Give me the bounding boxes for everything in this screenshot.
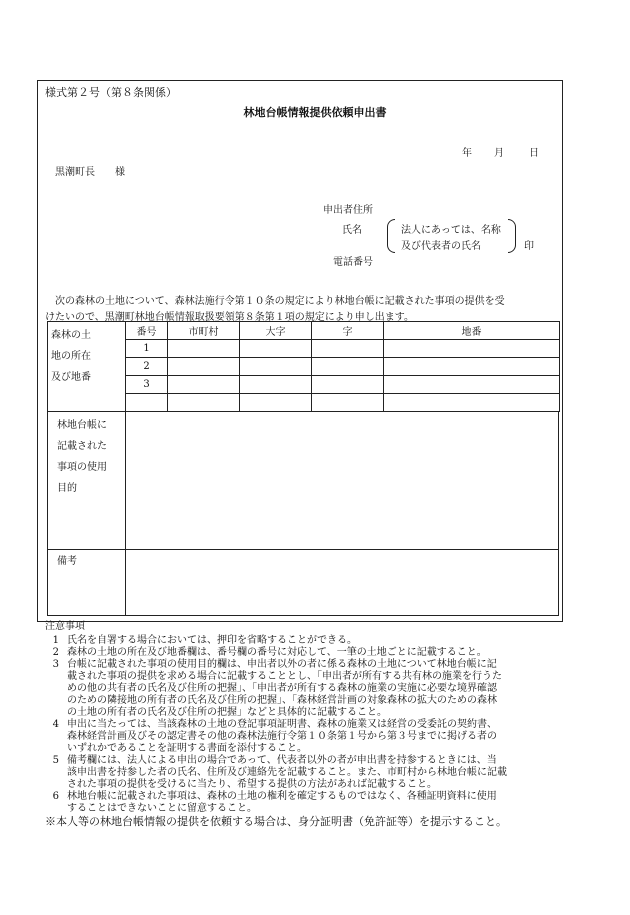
note-item	[45, 755, 565, 791]
note-line: いずれかであることを証明する書面を添付すること。	[67, 743, 307, 754]
notes-list	[45, 635, 565, 815]
note-line: のための隣接地の所有者の氏名及び住所の把握」、「森林経営計画の対象森林の拡大のための森林	[67, 695, 497, 706]
municipality-cell[interactable]	[168, 394, 240, 412]
note-line: 台帳に記載された事項の使用目的欄は、申出者以外の者に係る森林の土地について林地台帳に記	[67, 659, 497, 670]
note-line: 載された事項の提供を求める場合に記載することとし、「申出者が所有する共有林の施業を行うた	[67, 671, 502, 682]
note-item	[45, 635, 565, 647]
notes-section	[45, 621, 565, 828]
note-line: めの他の共有者の氏名及び住所の把握」、「申出者が所有する森林の施業の実施に必要な境界確認	[67, 683, 497, 694]
header-oaza: 大字	[240, 322, 312, 340]
note-text	[67, 659, 565, 719]
land-table	[47, 321, 560, 412]
table-row: 1	[48, 340, 560, 358]
header-aza: 字	[312, 322, 384, 340]
note-line: 森林経営計画及びその認定書その他の森林法施行令第１０条第１号から第３号までに掲げる者の	[67, 731, 497, 742]
lot-number-cell[interactable]	[384, 340, 560, 358]
note-line: の土地の所有者の氏名及び住所の把握」などと具体的に記載すること。	[67, 707, 387, 718]
remarks-label: 備考	[57, 556, 77, 567]
corp-note-1: 法人にあっては、名称	[401, 225, 501, 236]
oaza-cell[interactable]	[240, 358, 312, 376]
date-month: 月	[494, 148, 504, 159]
lot-number-cell[interactable]	[384, 376, 560, 394]
note-line: 氏名を自署する場合においては、押印を省略することができる。	[67, 635, 357, 646]
intro-line-1: 次の森林の土地について、森林法施行令第１０条の規定により林地台帳に記載された事項の提供を受	[55, 296, 505, 307]
date-day: 日	[529, 148, 539, 159]
note-line: 林地台帳に記載された事項は、森林の土地の権利を確定するものではなく、各種証明資料に使用	[67, 791, 497, 802]
address-label: 申出者住所	[323, 205, 373, 216]
table-row: 2	[48, 358, 560, 376]
note-number: 6	[52, 791, 59, 802]
corp-note-2: 及び代表者の氏名	[401, 241, 481, 252]
intro-line-2: けたいので、黒潮町林地台帳情報取扱要領第８条第１項の規定により申し出ます。	[45, 312, 414, 323]
note-text	[67, 719, 565, 755]
lot-number-cell[interactable]	[384, 358, 560, 376]
final-note: ※本人等の林地台帳情報の提供を依頼する場合は、身分証明書（免許証等）を提示すること。	[45, 815, 507, 828]
addressee: 黒潮町長 様	[55, 167, 125, 178]
lot-number-cell[interactable]	[384, 394, 560, 412]
aza-cell[interactable]	[312, 340, 384, 358]
purpose-label: 林地台帳に 記載された 事項の使用 目的	[57, 420, 107, 494]
seal-mark: 印	[524, 241, 534, 252]
note-line: 該申出書を持参した者の氏名、住所及び連絡先を記載すること。また、市町村から林地台帳に記載	[67, 767, 507, 778]
note-number: 3	[52, 659, 59, 670]
land-location-label: 森林の土 地の所在 及び地番	[48, 322, 126, 412]
bracket-right	[508, 219, 516, 253]
note-line: された事項の提供を受けるに当たり、希望する提供の方法があれば記載すること。	[67, 779, 437, 790]
form-number: 様式第２号（第８条関係）	[45, 86, 177, 99]
municipality-cell[interactable]	[168, 340, 240, 358]
note-text	[67, 647, 565, 659]
note-line: することはできないことに留意すること。	[67, 803, 257, 814]
form-title: 林地台帳情報提供依頼申出書	[243, 106, 387, 119]
note-number: 2	[52, 647, 59, 658]
note-text	[67, 791, 565, 815]
name-label: 氏名	[342, 225, 362, 236]
bracket-left	[387, 219, 395, 253]
note-number: 1	[52, 635, 59, 646]
aza-cell[interactable]	[312, 358, 384, 376]
aza-cell[interactable]	[312, 394, 384, 412]
note-item	[45, 719, 565, 755]
note-item	[45, 659, 565, 719]
note-item	[45, 791, 565, 815]
note-text	[67, 635, 565, 647]
note-number: 4	[52, 719, 59, 730]
note-number: 5	[52, 755, 59, 766]
date-year: 年	[462, 148, 472, 159]
aza-cell[interactable]	[312, 376, 384, 394]
note-line: 申出に当たっては、当該森林の土地の登記事項証明書、森林の施業又は経営の受委託の契約書、	[67, 719, 497, 730]
header-municipality: 市町村	[168, 322, 240, 340]
remarks-input[interactable]	[126, 550, 558, 615]
header-number: 番号	[126, 322, 168, 340]
oaza-cell[interactable]	[240, 394, 312, 412]
oaza-cell[interactable]	[240, 340, 312, 358]
municipality-cell[interactable]	[168, 358, 240, 376]
note-item	[45, 647, 565, 659]
note-line: 森林の土地の所在及び地番欄は、番号欄の番号に対応して、一筆の土地ごとに記載すること。	[67, 647, 487, 658]
table-row: 3	[48, 376, 560, 394]
note-line: 備考欄には、法人による申出の場合であって、代表者以外の者が申出書を持参するときには、当	[67, 755, 497, 766]
notes-heading: 注意事項	[45, 621, 85, 632]
header-lot-number: 地番	[384, 322, 560, 340]
phone-label: 電話番号	[333, 257, 373, 268]
municipality-cell[interactable]	[168, 376, 240, 394]
oaza-cell[interactable]	[240, 376, 312, 394]
note-text	[67, 755, 565, 791]
purpose-input[interactable]	[126, 412, 558, 549]
